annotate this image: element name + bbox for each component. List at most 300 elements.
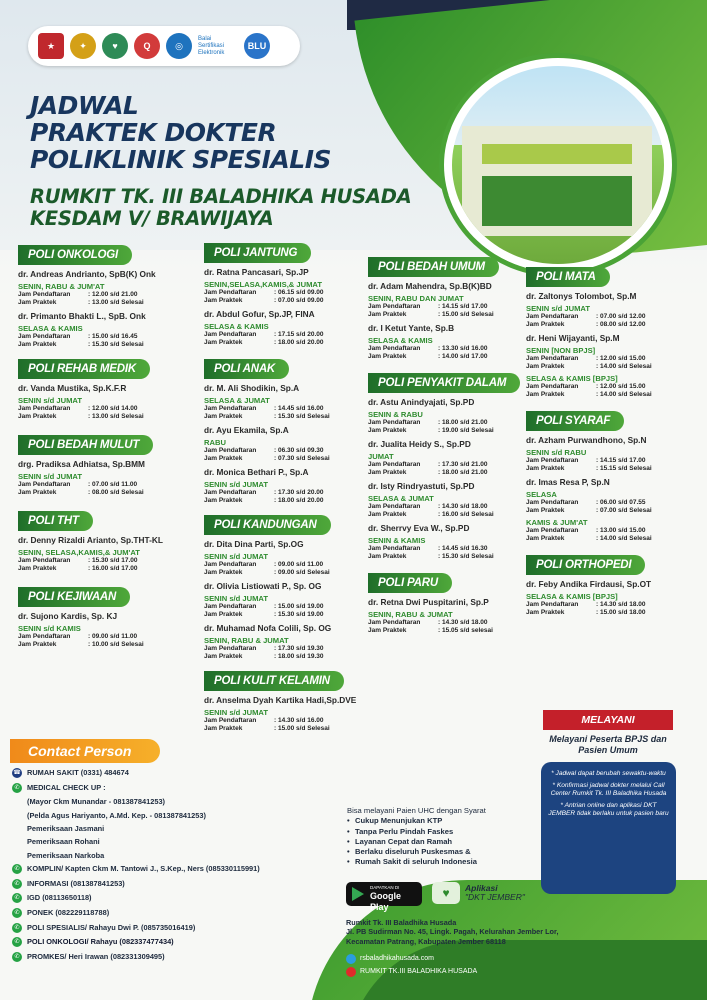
doctor-name: dr. Isty Rindryastuti, Sp.PD (368, 481, 475, 491)
practice-label: Jam Praktek (18, 489, 57, 496)
practice-label: Jam Praktek (526, 507, 565, 514)
registration-hours: : 12.00 s/d 21.00 (88, 291, 138, 298)
registration-hours-row (204, 405, 374, 413)
poli-tag: POLI SYARAF (526, 411, 624, 431)
practice-hours-row (18, 565, 208, 573)
practice-hours-row (526, 391, 702, 399)
registration-hours-row (18, 291, 208, 299)
registration-hours: : 14.30 s/d 18.00 (438, 619, 488, 626)
practice-label: Jam Praktek (204, 339, 243, 346)
registration-hours-row (18, 557, 208, 565)
hospital-photo (444, 58, 672, 272)
registration-label: Jam Pendaftaran (204, 405, 257, 412)
registration-label: Jam Pendaftaran (368, 461, 421, 468)
google-play-text: Google Play (370, 891, 401, 912)
army-emblem-icon: ✦ (70, 33, 96, 59)
doctor-name: dr. Adam Mahendra, Sp.B(K)BD (368, 281, 492, 291)
registration-hours-row (18, 481, 208, 489)
whatsapp-icon: ✆ (12, 923, 22, 933)
uhc-heading: Bisa melayani Paien UHC dengan Syarat (347, 806, 486, 815)
practice-label: Jam Praktek (368, 627, 407, 634)
registration-hours-row (368, 303, 538, 311)
contact-item (12, 783, 342, 793)
uhc-requirements (347, 806, 486, 868)
doctor-name: dr. Dita Dina Parti, Sp.OG (204, 539, 304, 549)
accreditation-logo-icon: Q (134, 33, 160, 59)
whatsapp-icon: ✆ (12, 864, 22, 874)
registration-hours-row (368, 345, 538, 353)
schedule-days: SELASA & KAMIS (368, 336, 433, 345)
poli-section (368, 257, 538, 361)
practice-hours: : 18.00 s/d 19.30 (274, 653, 324, 660)
registration-label: Jam Pendaftaran (526, 601, 579, 608)
poli-section (526, 411, 702, 543)
schedule-column-1 (18, 240, 208, 649)
google-play-icon (352, 887, 364, 901)
registration-hours: : 13.30 s/d 16.00 (438, 345, 488, 352)
practice-hours: : 15.00 s/d Selesai (438, 311, 494, 318)
app-label (465, 884, 525, 902)
contact-item (12, 879, 342, 889)
practice-hours: : 08.00 s/d Selesai (88, 489, 144, 496)
poli-tag: POLI REHAB MEDIK (18, 359, 150, 379)
registration-hours: : 15.30 s/d 17.00 (88, 557, 138, 564)
registration-hours-row (204, 717, 374, 725)
contact-item (12, 937, 342, 947)
poli-section (18, 359, 208, 421)
poli-tag: POLI PARU (368, 573, 452, 593)
registration-hours-row (204, 447, 374, 455)
registration-hours: : 12.00 s/d 15.00 (596, 355, 646, 362)
practice-label: Jam Praktek (368, 511, 407, 518)
registration-label: Jam Pendaftaran (204, 489, 257, 496)
registration-label: Jam Pendaftaran (18, 291, 71, 298)
practice-label: Jam Praktek (204, 455, 243, 462)
schedule-days: SENIN s/d JUMAT (18, 396, 82, 405)
registration-label: Jam Pendaftaran (204, 289, 257, 296)
practice-hours-row (204, 569, 374, 577)
doctor-name: dr. Muhamad Nofa Colili, Sp. OG (204, 623, 332, 633)
practice-label: Jam Praktek (526, 391, 565, 398)
contact-item (12, 893, 342, 903)
schedule-days: SELASA & JUMAT (204, 396, 270, 405)
schedule-days: SENIN & KAMIS (368, 536, 426, 545)
registration-hours-row (18, 333, 208, 341)
contact-item (12, 952, 342, 962)
doctor-name: dr. Zaltonys Tolombot, Sp.M (526, 291, 637, 301)
practice-hours-row (18, 299, 208, 307)
practice-hours-row (526, 535, 702, 543)
practice-label: Jam Praktek (18, 299, 57, 306)
practice-label: Jam Praktek (204, 725, 243, 732)
practice-hours: : 18.00 s/d 20.00 (274, 497, 324, 504)
registration-hours: : 13.00 s/d 15.00 (596, 527, 646, 534)
schedule-days: SENIN,SELASA,KAMIS,& JUMAT (204, 280, 322, 289)
doctor-name: dr. Imas Resa P, Sp.N (526, 477, 610, 487)
registration-hours-row (526, 499, 702, 507)
registration-hours-row (368, 419, 538, 427)
schedule-days: JUMAT (368, 452, 394, 461)
note-item: * Konfirmasi jadwal dokter melalui Call Center Rumkit Tk. III Baladhika Husada (550, 782, 667, 797)
practice-label: Jam Praktek (204, 653, 243, 660)
registration-hours: : 15.00 s/d 19.00 (274, 603, 324, 610)
contact-text: IGD (08113650118) (27, 893, 92, 903)
contact-text: (Mayor Ckm Munandar - 081387841253) (27, 797, 166, 807)
contact-text: (Pelda Agus Hariyanto, A.Md. Kep. - 081387841253) (27, 810, 206, 820)
schedule-days: SELASA & JUMAT (368, 494, 434, 503)
practice-label: Jam Praktek (18, 641, 57, 648)
poli-tag: POLI KEJIWAAN (18, 587, 130, 607)
schedule-days: SELASA & KAMIS (18, 324, 83, 333)
practice-hours-row (368, 353, 538, 361)
doctor-name: dr. Primanto Bhakti L., SpB. Onk (18, 311, 146, 321)
registration-hours: : 09.00 s/d 11.00 (88, 633, 138, 640)
practice-hours-row (204, 497, 374, 505)
practice-hours-row (368, 311, 538, 319)
registration-label: Jam Pendaftaran (526, 457, 579, 464)
practice-hours-row (204, 725, 374, 733)
doctor-name: dr. Retna Dwi Puspitarini, Sp.P (368, 597, 489, 607)
schedule-days: SENIN s/d JUMAT (204, 708, 268, 717)
registration-hours: : 07.00 s/d 12.00 (596, 313, 646, 320)
registration-hours: : 14.30 s/d 18.00 (596, 601, 646, 608)
registration-hours: : 12.00 s/d 14.00 (88, 405, 138, 412)
practice-hours-row (204, 339, 374, 347)
registration-label: Jam Pendaftaran (18, 333, 71, 340)
registration-hours: : 06.15 s/d 09.00 (274, 289, 324, 296)
practice-hours-row (368, 627, 538, 635)
title-line: JADWAL (30, 91, 139, 120)
whatsapp-icon: ✆ (12, 937, 22, 947)
registration-label: Jam Pendaftaran (526, 527, 579, 534)
practice-hours: : 10.00 s/d Selesai (88, 641, 144, 648)
doctor-name: dr. Andreas Andrianto, SpB(K) Onk (18, 269, 156, 279)
practice-label: Jam Praktek (526, 321, 565, 328)
registration-hours-row (204, 489, 374, 497)
registration-label: Jam Pendaftaran (204, 717, 257, 724)
practice-hours-row (368, 511, 538, 519)
practice-hours: : 07.00 s/d Selesai (596, 507, 652, 514)
website-text: rsbaladhikahusada.com (360, 955, 434, 962)
doctor-name: dr. Ratna Pancasari, Sp.JP (204, 267, 309, 277)
practice-hours: : 16.00 s/d Selesai (438, 511, 494, 518)
practice-label: Jam Praktek (204, 497, 243, 504)
schedule-column-4 (526, 262, 702, 617)
practice-hours: : 16.00 s/d 17.00 (88, 565, 138, 572)
practice-label: Jam Praktek (18, 565, 57, 572)
practice-hours: : 15.30 s/d Selesai (274, 413, 330, 420)
registration-label: Jam Pendaftaran (526, 383, 579, 390)
practice-hours-row (204, 455, 374, 463)
registration-label: Jam Pendaftaran (526, 499, 579, 506)
practice-label: Jam Praktek (368, 353, 407, 360)
poli-tag: POLI BEDAH UMUM (368, 257, 499, 277)
registration-label: Jam Pendaftaran (204, 603, 257, 610)
registration-hours: : 18.00 s/d 21.00 (438, 419, 488, 426)
bsre-logo-icon: ◎ (166, 33, 192, 59)
poli-section (204, 243, 374, 347)
practice-label: Jam Praktek (526, 363, 565, 370)
registration-label: Jam Pendaftaran (368, 419, 421, 426)
registration-hours: : 14.30 s/d 16.00 (274, 717, 324, 724)
practice-hours-row (368, 469, 538, 477)
youtube-text: RUMKIT TK.III BALADHIKA HUSADA (360, 968, 478, 975)
subtitle-line: KESDAM V/ BRAWIJAYA (30, 207, 274, 230)
contact-text: POLI ONKOLOGI/ Rahayu (082337477434) (27, 937, 174, 947)
poli-section (18, 587, 208, 649)
schedule-days: SENIN, RABU & JUM'AT (18, 282, 105, 291)
notes-box (541, 762, 676, 894)
registration-hours: : 14.30 s/d 18.00 (438, 503, 488, 510)
doctor-name: dr. Olivia Listiowati P., Sp. OG (204, 581, 322, 591)
contact-item (12, 923, 342, 933)
practice-label: Jam Praktek (368, 469, 407, 476)
practice-hours-row (18, 341, 208, 349)
phone-icon: ☎ (13, 770, 21, 776)
contact-text: POLI SPESIALIS/ Rahayu Dwi P. (085735016419) (27, 922, 196, 932)
registration-hours-row (204, 561, 374, 569)
practice-label: Jam Praktek (204, 611, 243, 618)
registration-hours: : 17.30 s/d 21.00 (438, 461, 488, 468)
doctor-name: dr. Feby Andika Firdausi, Sp.OT (526, 579, 652, 589)
schedule-days: SENIN s/d JUMAT (18, 472, 82, 481)
app-label-text: Aplikasi (465, 883, 498, 893)
google-play-small-text: DAPATKAN DI (370, 885, 400, 890)
schedule-days: SENIN, RABU DAN JUMAT (368, 294, 464, 303)
practice-hours: : 18.00 s/d 20.00 (274, 339, 324, 346)
uhc-item: • Cukup Menunjukan KTP (347, 816, 486, 826)
practice-label: Jam Praktek (526, 535, 565, 542)
practice-hours: : 14.00 s/d Selesai (596, 391, 652, 398)
contact-item (12, 864, 342, 874)
registration-hours-row (18, 633, 208, 641)
doctor-name: dr. Denny Rizaldi Arianto, Sp.THT-KL (18, 535, 163, 545)
contact-list (12, 768, 342, 966)
registration-hours: : 14.15 s/d 17.00 (438, 303, 488, 310)
contact-text: Pemeriksaan Jasmani (27, 823, 105, 833)
registration-hours-row (526, 383, 702, 391)
practice-label: Jam Praktek (526, 465, 565, 472)
doctor-name: dr. Vanda Mustika, Sp.K.F.R (18, 383, 127, 393)
practice-label: Jam Praktek (368, 311, 407, 318)
registration-hours-row (204, 289, 374, 297)
schedule-days: RABU (204, 438, 226, 447)
address-line: Kecamatan Patrang, Kabupaten Jember 68118 (346, 936, 506, 946)
practice-label: Jam Praktek (526, 609, 565, 616)
registration-hours: : 07.00 s/d 11.00 (88, 481, 138, 488)
building-base-shape (482, 176, 632, 226)
contact-item (12, 768, 342, 778)
registration-label: Jam Pendaftaran (204, 561, 257, 568)
poli-tag: POLI JANTUNG (204, 243, 311, 263)
schedule-days: SELASA & KAMIS [BPJS] (526, 374, 618, 383)
schedule-days: KAMIS & JUM'AT (526, 518, 588, 527)
whatsapp-icon: ✆ (12, 952, 22, 962)
registration-hours-row (526, 527, 702, 535)
poli-section (18, 511, 208, 573)
poli-tag: POLI THT (18, 511, 93, 531)
contact-text: KOMPLIN/ Kapten Ckm M. Tantowi J., S.Kep., Ners (085330115991) (27, 864, 260, 874)
website-link[interactable] (346, 954, 477, 964)
practice-hours: : 15.15 s/d Selesai (596, 465, 652, 472)
doctor-name: dr. Sujono Kardis, Sp. KJ (18, 611, 118, 621)
schedule-days: SENIN & RABU (368, 410, 423, 419)
poli-section (204, 359, 374, 505)
note-item: * Jadwal dapat berubah sewaktu-waktu (551, 770, 666, 777)
poli-section (368, 573, 538, 635)
practice-hours-row (204, 413, 374, 421)
blu-logo-icon: BLU (244, 33, 270, 59)
practice-hours: : 07.00 s/d 09.00 (274, 297, 324, 304)
registration-label: Jam Pendaftaran (204, 645, 257, 652)
practice-hours: : 09.00 s/d Selesai (274, 569, 330, 576)
practice-hours: : 15.00 s/d Selesai (274, 725, 330, 732)
contact-item (12, 851, 342, 861)
schedule-days: SENIN s/d JUMAT (204, 594, 268, 603)
poli-tag: POLI PENYAKIT DALAM (368, 373, 520, 393)
doctor-name: dr. Anselma Dyah Kartika Hadi,Sp.DVE (204, 695, 357, 705)
contact-text: PONEK (082229118788) (27, 907, 110, 917)
registration-hours-row (204, 645, 374, 653)
registration-hours-row (368, 619, 538, 627)
doctor-name: dr. Monica Bethari P., Sp.A (204, 467, 309, 477)
doctor-name: drg. Pradiksa Adhiatsa, Sp.BMM (18, 459, 145, 469)
registration-label: Jam Pendaftaran (18, 557, 71, 564)
registration-label: Jam Pendaftaran (18, 405, 71, 412)
doctor-name: dr. Heni Wijayanti, Sp.M (526, 333, 620, 343)
hospital-name (30, 186, 411, 230)
registration-hours: : 14.45 s/d 16.30 (438, 545, 488, 552)
note-item: * Antrian online dan aplikasi DKT JEMBER tidak berlaku untuk pasien baru (548, 802, 669, 817)
schedule-days: SENIN [NON BPJS] (526, 346, 596, 355)
contact-item (12, 837, 342, 847)
registration-hours: : 15.00 s/d 16.45 (88, 333, 138, 340)
registration-hours-row (526, 355, 702, 363)
doctor-name: dr. Jualita Heidy S., Sp.PD (368, 439, 471, 449)
globe-icon (346, 954, 356, 964)
contact-text: PROMKES/ Heri Irawan (082331309495) (27, 951, 165, 961)
doctor-name: dr. Abdul Gofur, Sp.JP, FINA (204, 309, 315, 319)
practice-hours: : 15.00 s/d 18.00 (596, 609, 646, 616)
title-line: PRAKTEK DOKTER (30, 118, 277, 147)
registration-hours-row (204, 603, 374, 611)
practice-hours-row (526, 609, 702, 617)
schedule-days: SENIN, RABU & JUMAT (368, 610, 453, 619)
schedule-days: SELASA (526, 490, 557, 499)
registration-label: Jam Pendaftaran (18, 481, 71, 488)
poli-section (18, 245, 208, 349)
practice-hours: : 07.30 s/d Selesai (274, 455, 330, 462)
practice-hours: : 18.00 s/d 21.00 (438, 469, 488, 476)
practice-label: Jam Praktek (368, 427, 407, 434)
practice-hours-row (526, 465, 702, 473)
practice-hours-row (18, 489, 208, 497)
google-play-badge[interactable] (346, 882, 422, 912)
practice-hours: : 13.00 s/d Selesai (88, 413, 144, 420)
practice-hours: : 13.00 s/d Selesai (88, 299, 144, 306)
registration-label: Jam Pendaftaran (526, 313, 579, 320)
registration-label: Jam Pendaftaran (368, 545, 421, 552)
poli-section (368, 373, 538, 561)
practice-hours: : 14.00 s/d Selesai (596, 535, 652, 542)
contact-text: MEDICAL CHECK UP : (27, 782, 106, 792)
registration-label: Jam Pendaftaran (18, 633, 71, 640)
bsre-logo-text: Balai Sertifikasi Elektronik (198, 35, 225, 56)
poli-tag: POLI ONKOLOGI (18, 245, 132, 265)
poli-tag: POLI ORTHOPEDI (526, 555, 645, 575)
whatsapp-icon: ✆ (12, 893, 22, 903)
registration-hours: : 12.00 s/d 15.00 (596, 383, 646, 390)
uhc-item: • Layanan Cepat dan Ramah (347, 837, 486, 847)
contact-item (12, 797, 342, 807)
subtitle-line: RUMKIT TK. III BALADHIKA HUSADA (30, 185, 412, 208)
schedule-days: SELASA & KAMIS (204, 322, 269, 331)
registration-hours-row (18, 405, 208, 413)
contact-text: RUMAH SAKIT (0331) 484674 (27, 768, 129, 777)
poli-section (204, 671, 374, 733)
registration-label: Jam Pendaftaran (368, 619, 421, 626)
practice-hours: : 14.00 s/d Selesai (596, 363, 652, 370)
registration-hours-row (526, 457, 702, 465)
schedule-days: SENIN s/d KAMIS (18, 624, 81, 633)
social-links (346, 954, 477, 980)
title-line: POLIKLINIK SPESIALIS (30, 145, 332, 174)
practice-hours-row (18, 413, 208, 421)
schedule-days: SENIN s/d JUMAT (204, 480, 268, 489)
practice-hours-row (368, 553, 538, 561)
contact-text: Pemeriksaan Rohani (27, 837, 100, 847)
schedule-days: SELASA & KAMIS [BPJS] (526, 592, 618, 601)
logo-bar (28, 26, 300, 66)
practice-hours-row (204, 653, 374, 661)
contact-text: Pemeriksaan Narkoba (27, 850, 105, 860)
uhc-item: • Berlaku diseluruh Puskesmas & (347, 847, 486, 857)
registration-hours: : 09.00 s/d 11.00 (274, 561, 324, 568)
practice-hours: : 15.30 s/d Selesai (438, 553, 494, 560)
dkt-jember-app-icon: ♥ (432, 882, 460, 904)
practice-hours: : 15.05 s/d selesai (438, 627, 493, 634)
address-line: Jl. PB Sudirman No. 45, Lingk. Pagah, Kelurahan Jember Lor, (346, 927, 559, 937)
practice-hours-row (18, 641, 208, 649)
contact-text: INFORMASI (081387841253) (27, 878, 125, 888)
poli-tag: POLI KULIT KELAMIN (204, 671, 344, 691)
uhc-item: • Tanpa Perlu Pindah Faskes (347, 827, 486, 837)
registration-hours-row (204, 331, 374, 339)
registration-hours: : 17.30 s/d 19.30 (274, 645, 324, 652)
registration-label: Jam Pendaftaran (368, 303, 421, 310)
practice-hours-row (368, 427, 538, 435)
registration-label: Jam Pendaftaran (526, 355, 579, 362)
whatsapp-icon: ✆ (12, 879, 22, 889)
registration-hours: : 14.15 s/d 17.00 (596, 457, 646, 464)
schedule-column-2 (204, 238, 374, 733)
youtube-link[interactable] (346, 967, 477, 977)
poli-tag: POLI BEDAH MULUT (18, 435, 153, 455)
poli-section (204, 515, 374, 661)
doctor-name: dr. Sherrvy Eva W., Sp.PD (368, 523, 470, 533)
practice-label: Jam Praktek (204, 413, 243, 420)
contact-item (12, 824, 342, 834)
registration-label: Jam Pendaftaran (204, 447, 257, 454)
youtube-icon (346, 967, 356, 977)
whatsapp-icon: ✆ (12, 783, 22, 793)
contact-item (12, 908, 342, 918)
poli-tag: POLI ANAK (204, 359, 289, 379)
practice-hours: : 15.30 s/d Selesai (88, 341, 144, 348)
practice-label: Jam Praktek (204, 569, 243, 576)
practice-hours-row (526, 507, 702, 515)
registration-label: Jam Pendaftaran (204, 331, 257, 338)
